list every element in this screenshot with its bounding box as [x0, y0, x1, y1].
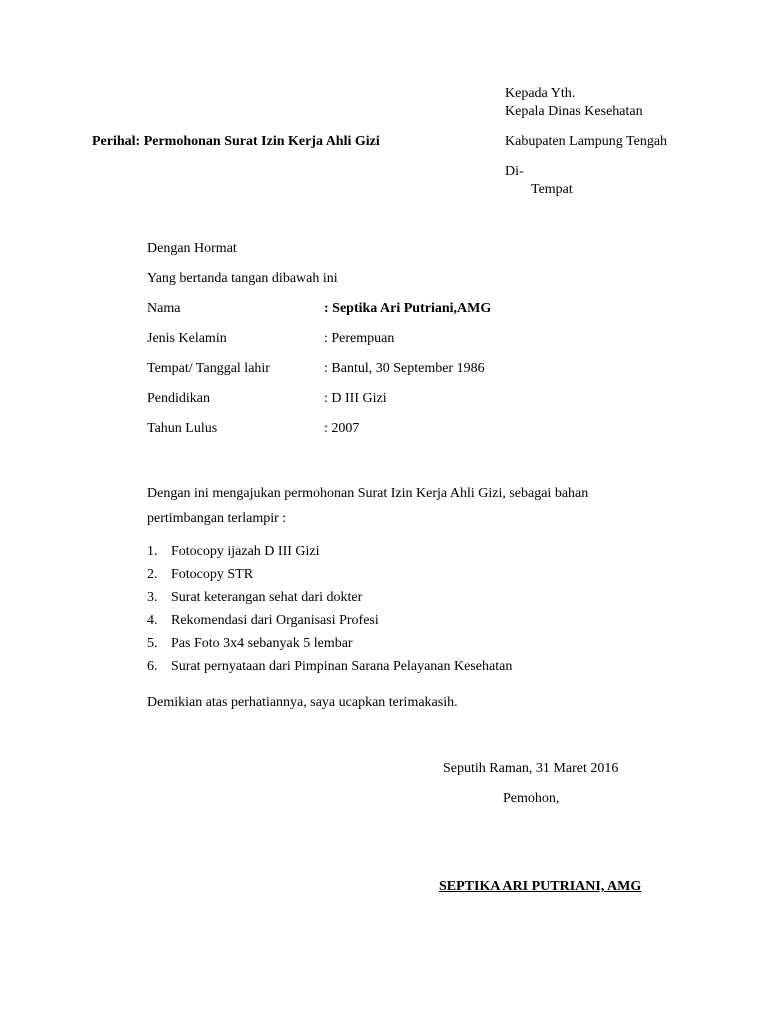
signature-name: SEPTIKA ARI PUTRIANI, AMG	[439, 879, 642, 894]
identity-value-gender: : Perempuan	[324, 331, 395, 346]
identity-label-graduation: Tahun Lulus	[147, 421, 218, 436]
attachment-number: 4.	[147, 613, 158, 628]
recipient-line-3: Kabupaten Lampung Tengah	[505, 134, 668, 149]
subject-line: Perihal: Permohonan Surat Izin Kerja Ahli Gizi	[92, 134, 380, 149]
attachment-number: 5.	[147, 636, 158, 651]
identity-label-name: Nama	[147, 301, 181, 316]
attachment-text: Pas Foto 3x4 sebanyak 5 lembar	[171, 636, 353, 651]
identity-value-birth: : Bantul, 30 September 1986	[324, 361, 485, 376]
applicant-label: Pemohon,	[503, 791, 560, 806]
body-line-1: Dengan ini mengajukan permohonan Surat Izin Kerja Ahli Gizi, sebagai bahan	[147, 486, 589, 501]
identity-label-birth: Tempat/ Tanggal lahir	[147, 361, 270, 376]
attachment-number: 3.	[147, 590, 158, 605]
attachment-text: Rekomendasi dari Organisasi Profesi	[171, 613, 379, 628]
place-date: Seputih Raman, 31 Maret 2016	[443, 761, 619, 776]
identity-label-gender: Jenis Kelamin	[147, 331, 227, 346]
recipient-line-2: Kepala Dinas Kesehatan	[505, 104, 643, 119]
attachment-text: Fotocopy ijazah D III Gizi	[171, 544, 320, 559]
recipient-line-5: Tempat	[531, 182, 573, 197]
recipient-line-4: Di-	[505, 164, 524, 179]
attachment-number: 1.	[147, 544, 158, 559]
attachment-number: 6.	[147, 659, 158, 674]
attachment-text: Fotocopy STR	[171, 567, 254, 582]
identity-label-education: Pendidikan	[147, 391, 210, 406]
recipient-line-1: Kepada Yth.	[505, 86, 576, 101]
greeting: Dengan Hormat	[147, 241, 237, 256]
intro-line: Yang bertanda tangan dibawah ini	[147, 271, 338, 286]
closing-line: Demikian atas perhatiannya, saya ucapkan terimakasih.	[147, 695, 458, 710]
body-line-2: pertimbangan terlampir :	[147, 511, 287, 526]
attachment-text: Surat pernyataan dari Pimpinan Sarana Pelayanan Kesehatan	[171, 659, 513, 674]
identity-value-name: : Septika Ari Putriani,AMG	[324, 301, 492, 316]
attachment-text: Surat keterangan sehat dari dokter	[171, 590, 363, 605]
identity-value-education: : D III Gizi	[324, 391, 387, 406]
attachment-number: 2.	[147, 567, 158, 582]
identity-value-graduation: : 2007	[324, 421, 360, 436]
